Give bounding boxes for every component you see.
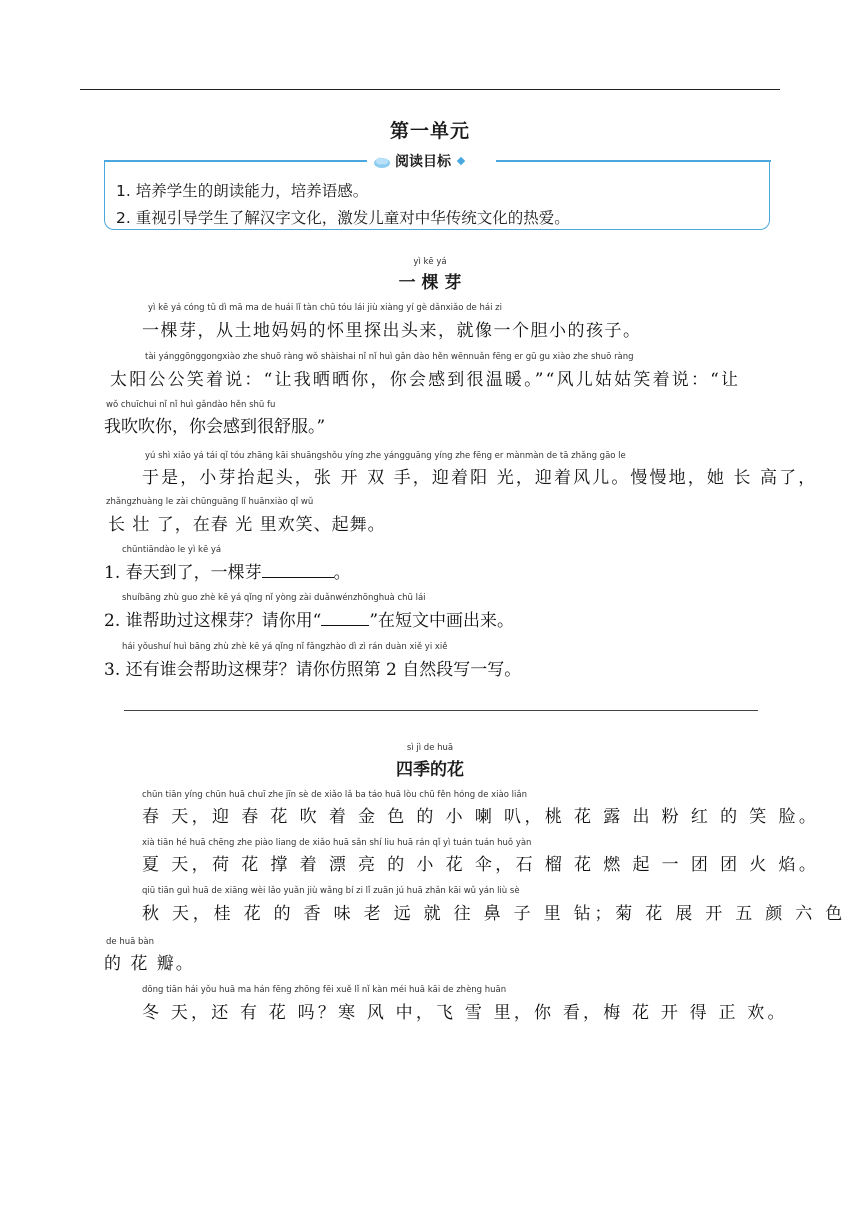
pinyin-line: wǒ chuīchui nǐ nǐ huì gǎndào hěn shū fu	[106, 400, 276, 410]
question-text: 1. 春天到了，一棵芽	[104, 563, 262, 583]
question-text-end: 。	[333, 563, 351, 583]
text-line: 长 壮 了，在春 光 里欢笑、起舞。	[108, 515, 386, 535]
answer-blank[interactable]	[262, 563, 334, 578]
reading-goals-title: 阅读目标	[395, 154, 451, 170]
section-divider	[124, 710, 758, 711]
pinyin-line: tài yánggōnggongxiào zhe shuō ràng wǒ shàishai nǐ nǐ huì gǎn dào hěn wēnnuǎn fēng er gū gu xiào zhe shuō ràng	[145, 352, 634, 362]
text-line: 于是，小芽抬起头，张 开 双 手，迎着阳 光，迎着风儿。慢慢地，她 长 高了，	[142, 468, 818, 488]
text-line: 一棵芽，从土地妈妈的怀里探出头来，就像一个胆小的孩子。	[142, 321, 642, 341]
pinyin-line: xià tiān hé huā chēng zhe piào liang de xiǎo huā sǎn shí liu huā rán qǐ yì tuán tuán huǒ yàn	[142, 838, 532, 848]
text-line: 秋 天，桂 花 的 香 味 老 远 就 往 鼻 子 里 钻；菊 花 展 开 五 颜 六 色	[142, 904, 847, 924]
question-3	[104, 655, 521, 680]
goal-item: 2. 重视引导学生了解汉字文化，激发儿童对中华传统文化的热爱。	[116, 209, 570, 227]
question-pinyin: shuíbāng zhù guo zhè kē yá qǐng nǐ yòng zài duǎnwénzhōnghuà chū lái	[122, 593, 426, 603]
text-line: 夏 天，荷 花 撑 着 漂 亮 的 小 花 伞，石 榴 花 燃 起 一 团 团 火 焰。	[142, 855, 820, 875]
text-line: 我吹吹你，你会感到很舒服。”	[104, 417, 326, 437]
answer-blank[interactable]	[321, 611, 369, 626]
pinyin-line: dōng tiān hái yǒu huā ma hán fēng zhōng fēi xuě lǐ nǐ kàn méi huā kāi de zhèng huān	[142, 985, 507, 995]
question-text: 3. 还有谁会帮助这棵芽？请你仿照第 2 自然段写一写。	[104, 660, 522, 680]
top-rule	[80, 89, 780, 90]
pinyin-line: qiū tiān guì huā de xiāng wèi lǎo yuǎn jiù wǎng bí zi lǐ zuān jú huā zhǎn kāi wǔ yán liù sè	[142, 886, 520, 896]
pinyin-line: yì kē yá cóng tǔ dì mā ma de huái lǐ tàn chū tóu lái jiù xiàng yí gè dǎnxiǎo de hái zi	[148, 303, 502, 313]
story1-title-pinyin: yì kē yá	[413, 257, 447, 267]
question-text-end: ”在短文中画出来。	[369, 611, 515, 631]
story1-title: 一 棵 芽	[398, 273, 462, 293]
unit-title: 第一单元	[389, 120, 470, 142]
text-line: 冬 天，还 有 花 吗？寒 风 中，飞 雪 里，你 看，梅 花 开 得 正 欢。	[142, 1003, 788, 1023]
question-pinyin: hái yǒushuí huì bāng zhù zhè kē yá qǐng nǐ fǎngzhào dì zì rán duàn xiě yi xiě	[122, 642, 448, 652]
pinyin-line: chūn tiān yíng chūn huā chuī zhe jīn sè de xiǎo lǎ ba táo huā lòu chū fěn hóng de xiào liǎn	[142, 790, 527, 800]
text-line: 的 花 瓣。	[104, 954, 195, 974]
story2-title: 四季的花	[396, 760, 464, 780]
reading-goals-header	[369, 151, 468, 171]
pinyin-line: zhǎngzhuàng le zài chūnguāng lǐ huānxiào qǐ wǔ	[106, 497, 314, 507]
pinyin-line: yú shì xiǎo yá tái qǐ tóu zhāng kāi shuāngshǒu yíng zhe yángguāng yíng zhe fēng er mànmàn de tā zhǎng gāo le	[145, 451, 626, 461]
question-text: 2. 谁帮助过这棵芽？请你用“	[104, 611, 322, 631]
diamond-icon	[457, 157, 465, 165]
pinyin-line: de huā bàn	[106, 937, 155, 947]
goal-item: 1. 培养学生的朗读能力，培养语感。	[116, 182, 369, 200]
question-pinyin: chūntiāndào le yì kē yá	[122, 545, 222, 555]
story2-title-pinyin: sì jì de huā	[406, 743, 454, 753]
text-line: 太阳公公笑着说：“让我晒晒你，你会感到很温暖。”“风儿姑姑笑着说：“让	[110, 370, 741, 390]
text-line: 春 天，迎 春 花 吹 着 金 色 的 小 喇 叭，桃 花 露 出 粉 红 的 笑 脸。	[142, 807, 820, 827]
question-1	[104, 558, 351, 583]
cloud-icon	[373, 154, 391, 168]
question-2	[104, 606, 514, 631]
